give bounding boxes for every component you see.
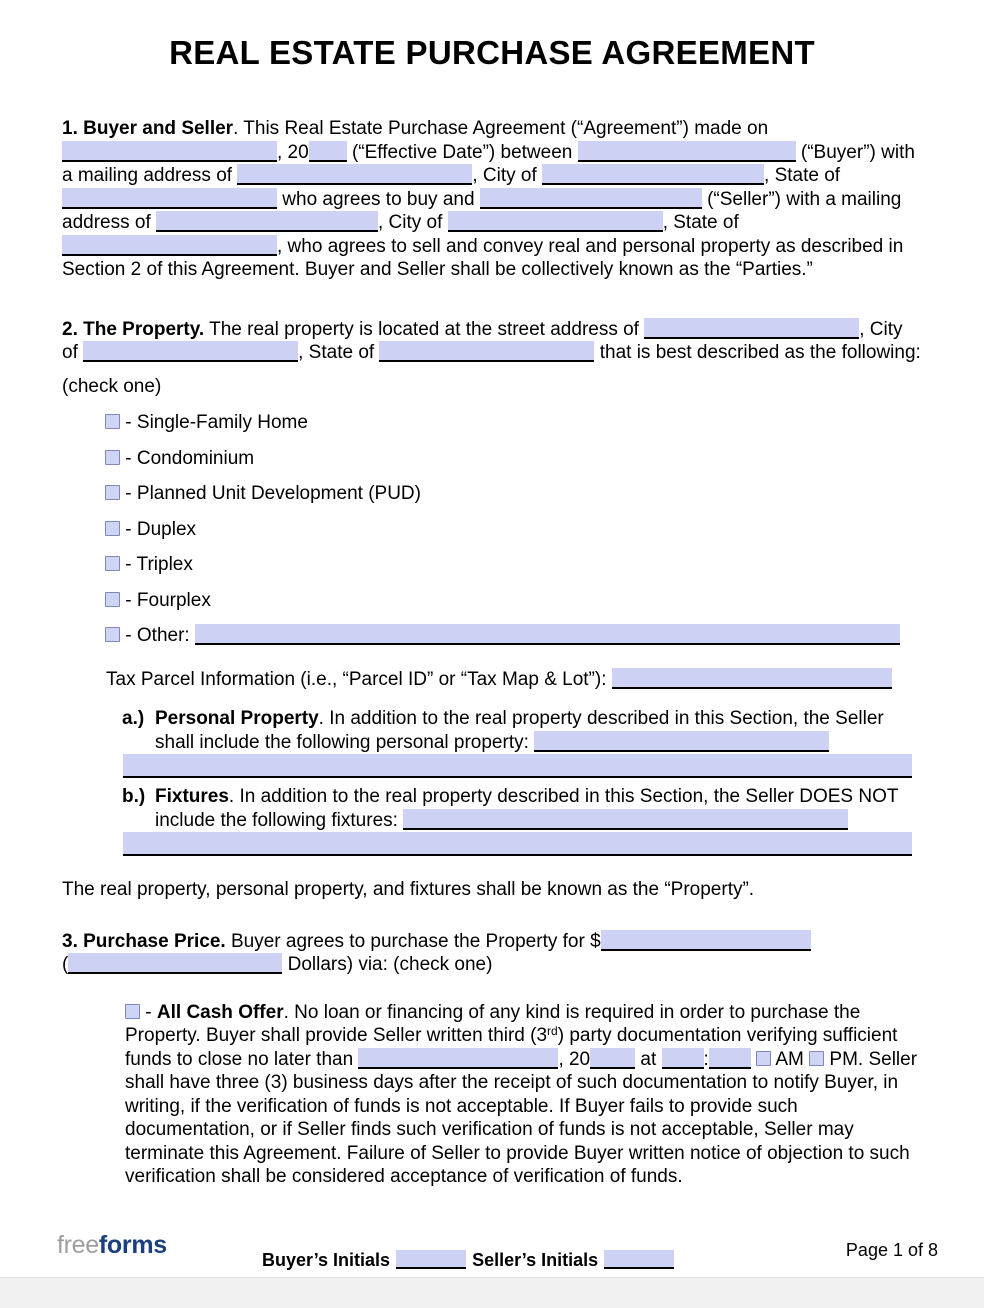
property-type-label: Planned Unit Development (PUD) [136, 483, 421, 504]
pm-checkbox[interactable] [809, 1051, 824, 1066]
subsection-b-text [155, 785, 922, 832]
funds-close-minute-field[interactable] [709, 1048, 751, 1069]
buyer-name-field[interactable] [578, 141, 796, 162]
fixtures-field[interactable] [403, 809, 848, 830]
personal-property-field[interactable] [534, 731, 829, 752]
property-type-row [105, 518, 922, 542]
subsection-b-number: b.) [122, 786, 146, 807]
text-run: , State of [764, 165, 841, 186]
triplex-checkbox[interactable] [105, 556, 120, 571]
footer-initials-line [262, 1250, 674, 1271]
seller-state-field[interactable] [62, 235, 277, 256]
subsection-a-heading: Personal Property [155, 708, 319, 729]
am-checkbox[interactable] [756, 1051, 771, 1066]
text-run: that is best described as the following: [594, 342, 921, 363]
text-run: , City of [472, 165, 543, 186]
property-city-field[interactable] [83, 341, 298, 362]
funds-close-hour-field[interactable] [662, 1048, 704, 1069]
text-run: ) party documentation verifying sufficient funds to close no later than [125, 1025, 898, 1070]
text-run: , 20 [558, 1048, 591, 1070]
dash: - [120, 447, 137, 469]
text-run: Buyer agrees to purchase the Property for $ [225, 930, 601, 952]
section-1-heading: 1. Buyer and Seller [62, 118, 234, 139]
all-cash-offer-checkbox[interactable] [125, 1004, 140, 1019]
text-run: (“Effective Date”) between [346, 141, 578, 163]
seller-name-field[interactable] [480, 188, 702, 209]
property-type-label: Condominium [136, 447, 255, 469]
seller-address-field[interactable] [156, 211, 378, 232]
time-colon: : [703, 1048, 709, 1070]
property-type-row [105, 589, 922, 613]
dash: - [140, 1001, 157, 1023]
property-type-label: Fourplex [136, 589, 211, 611]
text-run: . No loan or financing of any kind is required in order to purchase the Property. Buyer shall provide Seller written third (3 [125, 1001, 861, 1046]
text-run: . In addition to the real property described in this Section, the Seller shall include the following personal property: [155, 708, 884, 753]
section-2-paragraph [62, 318, 922, 365]
buyers-initials-label: Buyer’s Initials [262, 1250, 391, 1270]
ordinal-superscript: rd [547, 1024, 558, 1038]
dash: - [120, 625, 137, 646]
seller-city-field[interactable] [448, 211, 663, 232]
subsection-a [122, 707, 922, 754]
property-type-row [105, 624, 922, 648]
text-run: . In addition to the real property described in this Section, the Seller DOES NOT include the following fixtures: [155, 786, 899, 831]
all-cash-offer-paragraph [125, 1001, 920, 1189]
property-type-row [105, 553, 922, 577]
funds-close-date-field[interactable] [358, 1048, 558, 1069]
property-state-field[interactable] [379, 341, 594, 362]
tax-parcel-label: Tax Parcel Information (i.e., “Parcel ID” or “Tax Map & Lot”): [106, 668, 612, 690]
text-run: Dollars) via: (check one) [282, 954, 493, 975]
section-3-heading: 3. Purchase Price. [62, 930, 226, 952]
dash: - [120, 483, 137, 504]
text-run: (“Seller”) with a mailing address of [62, 188, 902, 233]
effective-date-field[interactable] [62, 141, 277, 162]
text-run: , 20 [277, 141, 309, 163]
all-cash-offer-heading: All Cash Offer [156, 1001, 284, 1023]
property-type-row [105, 482, 922, 506]
check-one-label: (check one) [62, 375, 162, 397]
text-run: , State of [662, 212, 739, 233]
am-label: AM [771, 1048, 810, 1070]
street-address-field[interactable] [644, 318, 859, 339]
text-run: (“Buyer”) with a mailing address of [62, 141, 915, 186]
dash: - [120, 412, 137, 433]
duplex-checkbox[interactable] [105, 521, 120, 536]
subsection-a-number: a.) [122, 708, 145, 729]
buyer-city-field[interactable] [542, 164, 764, 185]
dash: - [120, 518, 137, 540]
text-run: Seller shall have three (3) business days after the receipt of such documentation to notify Buyer, in writing, if the verification of funds is not acceptable. If Buyer fails to provide such documentation, or if Seller finds such verification of funds is not acceptable, Seller may terminate this Agreement. Failure of Seller to provide Buyer written notice of objection to such verification shall be considered acceptance of verification of funds. [125, 1048, 918, 1187]
tax-parcel-line [106, 668, 922, 692]
dash: - [120, 554, 137, 575]
freeforms-logo [57, 1231, 167, 1260]
buyer-address-field[interactable] [237, 164, 472, 185]
personal-property-field-line2[interactable] [123, 754, 912, 778]
section-1-paragraph [62, 117, 922, 282]
buyers-initials-field[interactable] [396, 1250, 466, 1269]
logo-forms-text: forms [98, 1231, 167, 1259]
text-run: ( [62, 954, 69, 975]
property-type-row [105, 447, 922, 471]
subsection-b [122, 785, 922, 832]
property-type-label: Duplex [136, 518, 197, 540]
sellers-initials-field[interactable] [604, 1250, 674, 1269]
subsection-b-heading: Fixtures [155, 786, 229, 807]
text-run: . This Real Estate Purchase Agreement (“Agreement”) made on [233, 118, 769, 139]
text-run: , State of [298, 342, 380, 363]
single-family-home-checkbox[interactable] [105, 414, 120, 429]
section-3-paragraph [62, 930, 922, 977]
buyer-state-field[interactable] [62, 188, 277, 209]
other-property-type-field[interactable] [195, 624, 900, 645]
other-checkbox[interactable] [105, 627, 120, 642]
property-type-label: Triplex [136, 554, 193, 575]
fourplex-checkbox[interactable] [105, 592, 120, 607]
funds-close-year-field[interactable] [590, 1048, 635, 1069]
page-bottom-margin [0, 1277, 984, 1308]
property-type-label: Single-Family Home [136, 412, 308, 433]
section-2-heading: 2. The Property. [62, 318, 205, 340]
text-run: , City of [378, 212, 448, 233]
purchase-price-field[interactable] [601, 930, 811, 951]
pm-label: PM. [824, 1048, 864, 1070]
text-run: , who agrees to sell and convey real and personal property as described in Section 2 of this Agreement. Buyer and Seller shall be collectively known as the “Parties.” [62, 235, 904, 280]
logo-free-text: free [57, 1231, 99, 1259]
property-type-label: Other: [136, 625, 190, 646]
text-run: who agrees to buy and [277, 188, 480, 210]
property-type-row [105, 411, 922, 435]
sellers-initials-label: Seller’s Initials [472, 1250, 599, 1270]
text-run: , City of [62, 318, 903, 363]
tax-parcel-field[interactable] [612, 668, 892, 689]
page-title: REAL ESTATE PURCHASE AGREEMENT [169, 34, 815, 71]
pud-checkbox[interactable] [105, 485, 120, 500]
property-note: The real property, personal property, and fixtures shall be known as the “Property”. [62, 879, 755, 900]
page-number: Page 1 of 8 [845, 1240, 938, 1260]
text-run: The real property is located at the street address of [204, 318, 645, 340]
purchase-price-words-field[interactable] [68, 953, 282, 974]
effective-year-field[interactable] [309, 141, 347, 162]
text-run: at [635, 1048, 662, 1070]
subsection-a-text [155, 707, 922, 754]
property-type-list [105, 411, 922, 648]
condominium-checkbox[interactable] [105, 450, 120, 465]
dash: - [120, 589, 137, 611]
fixtures-field-line2[interactable] [123, 832, 912, 856]
